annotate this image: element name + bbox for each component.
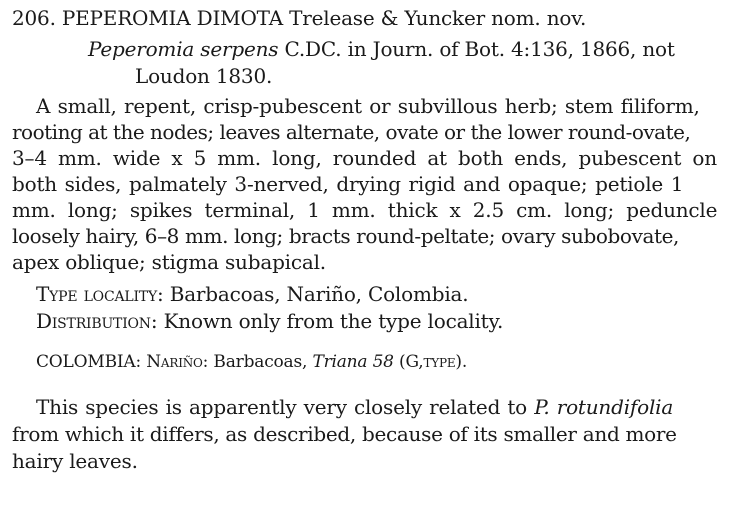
synonym-line (88, 37, 675, 61)
distribution (36, 309, 503, 333)
specimen-herbarium-open: (G, (399, 352, 424, 372)
distribution-label: Distribution: (36, 309, 158, 333)
distribution-value: Known only from the type locality. (163, 309, 504, 333)
type-locality-label: Type locality: (36, 282, 164, 306)
synonym-citation-continued: Loudon 1830. (135, 64, 273, 88)
description-line-2: rooting at the nodes; leaves alternate, ovate or the lower round-ovate, (12, 120, 691, 144)
remarks-taxon: P. rotundifolia (534, 395, 674, 419)
type-locality-value: Barbacoas, Nariño, Colombia. (169, 282, 469, 306)
description-line-5: mm. long; spikes terminal, 1 mm. thick x 2.5 cm. long; peduncle (12, 198, 718, 222)
remarks-line-1 (36, 395, 673, 419)
description-line-4: both sides, palmately 3-nerved, drying rigid and opaque; petiole 1 (12, 172, 684, 196)
remarks-line-3: hairy leaves. (12, 449, 138, 473)
synonym-name: Peperomia serpens (88, 37, 279, 61)
description-line-1: A small, repent, crisp-pubescent or subvillous herb; stem filiform, (36, 94, 700, 118)
remarks-line-2: from which it differs, as described, because of its smaller and more (12, 422, 677, 446)
specimen-citation (36, 350, 467, 374)
remarks-text-1: This species is apparently very closely related to (36, 395, 528, 419)
type-locality (36, 282, 468, 306)
description-line-6: loosely hairy, 6–8 mm. long; bracts round-peltate; ovary subobovate, (12, 224, 680, 248)
specimen-country: COLOMBIA: (36, 352, 141, 372)
specimen-type-label: type (423, 352, 456, 372)
entry-number-title: 206. PEPEROMIA DIMOTA (12, 6, 283, 30)
specimen-herbarium-close: ). (455, 352, 468, 372)
description-line-7: apex oblique; stigma subapical. (12, 250, 326, 274)
specimen-locality: Barbacoas, (213, 352, 308, 372)
synonym-citation: C.DC. in Journ. of Bot. 4:136, 1866, not (284, 37, 675, 61)
specimen-collector: Triana 58 (312, 352, 394, 372)
entry-heading (12, 6, 586, 30)
description-line-3: 3–4 mm. wide x 5 mm. long, rounded at both ends, pubescent on (12, 146, 717, 170)
entry-authors: Trelease & Yuncker nom. nov. (289, 6, 587, 30)
specimen-region: Nariño: (146, 352, 209, 372)
